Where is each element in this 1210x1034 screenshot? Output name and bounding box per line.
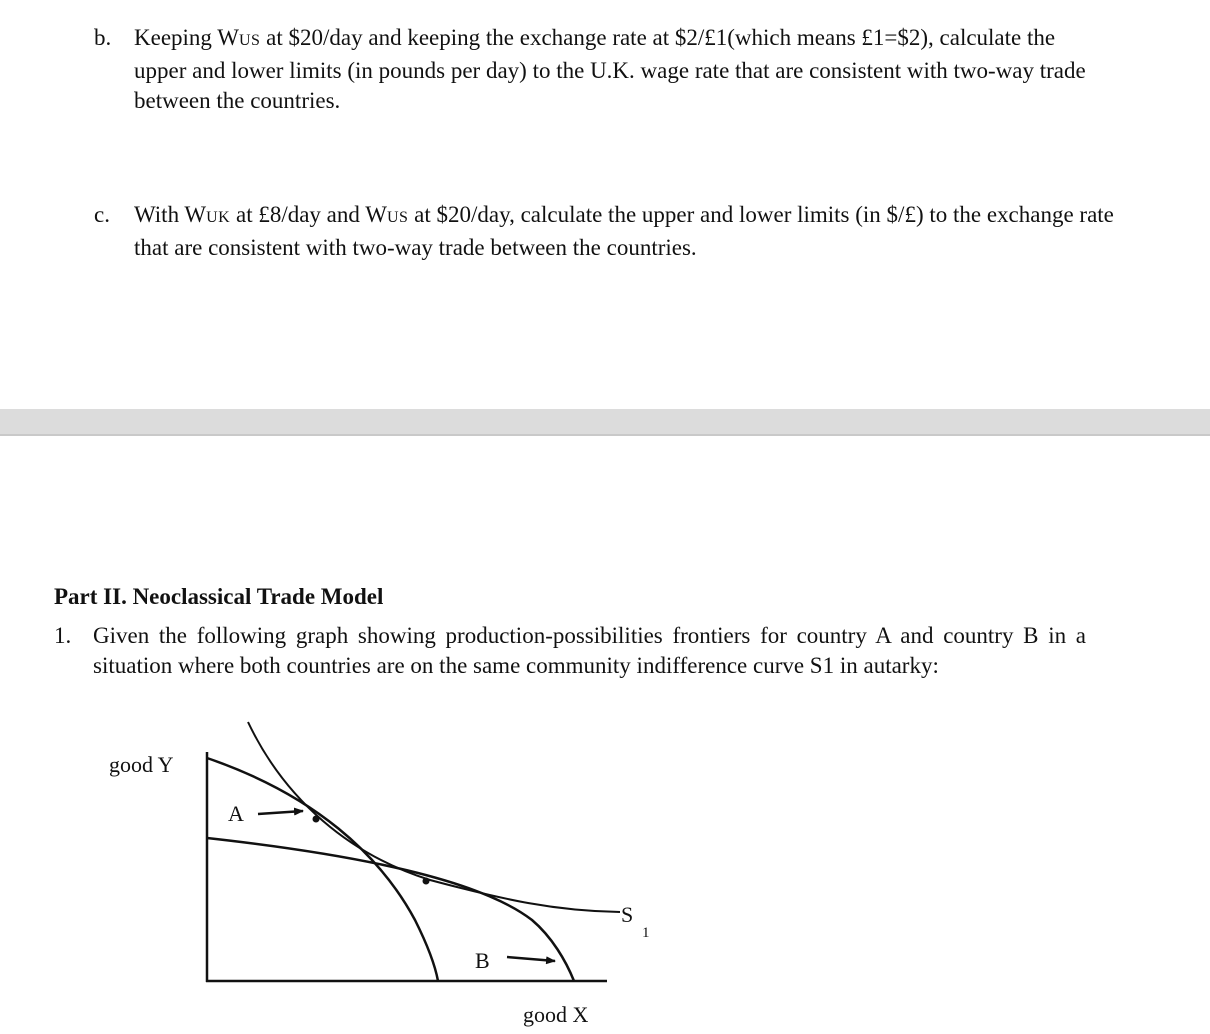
question-1-marker: 1. <box>54 623 72 648</box>
question-b <box>94 23 1104 115</box>
part-heading: Part II. Neoclassical Trade Model <box>54 584 384 609</box>
page-divider <box>0 409 1210 436</box>
question-b-text-start: Keeping W <box>134 25 239 50</box>
arrow-a-icon <box>258 811 303 814</box>
question-b-marker: b. <box>94 25 112 50</box>
label-country-b: B <box>475 948 490 973</box>
curve-label-subscript: 1 <box>642 925 650 941</box>
x-axis-label: good X <box>523 1002 589 1027</box>
subscript-us: US <box>386 209 409 226</box>
question-c <box>94 200 1114 262</box>
question-1-text: Given the following graph showing production-possibilities frontiers for country A and country B in a situation where both countries are on the same community indifference curve S1 in autarky: <box>93 623 1086 678</box>
question-b-text-rest: at $20/day and keeping the exchange rate at $2/£1(which means £1=$2), calculate the upper and lower limits (in pounds per day) to the U.K. wage rate that are consistent with two-way trade between the countries. <box>134 25 1086 113</box>
subscript-us: US <box>238 32 261 49</box>
label-country-a: A <box>228 801 244 826</box>
question-b-text <box>134 23 1104 116</box>
question-c-text <box>134 200 1114 263</box>
question-c-text-2: at £8/day and W <box>230 202 387 227</box>
question-1 <box>54 621 1094 713</box>
tangency-point-a <box>313 816 320 823</box>
curve-label-s: S <box>621 902 634 927</box>
arrow-b-icon <box>507 957 555 961</box>
question-c-text-3: at $20/day, calculate the upper and lower limits (in $/£) to the exchange rate that are consistent with two-way trade between the countries. <box>134 202 1114 260</box>
tangency-point-b <box>423 878 430 885</box>
indifference-curve-s1 <box>248 722 620 912</box>
ppf-country-b <box>207 838 574 981</box>
y-axis-label: good Y <box>109 752 174 777</box>
question-c-text-1: With W <box>134 202 207 227</box>
subscript-uk: UK <box>206 209 231 226</box>
question-c-marker: c. <box>94 202 110 227</box>
ppf-diagram <box>100 715 660 1034</box>
